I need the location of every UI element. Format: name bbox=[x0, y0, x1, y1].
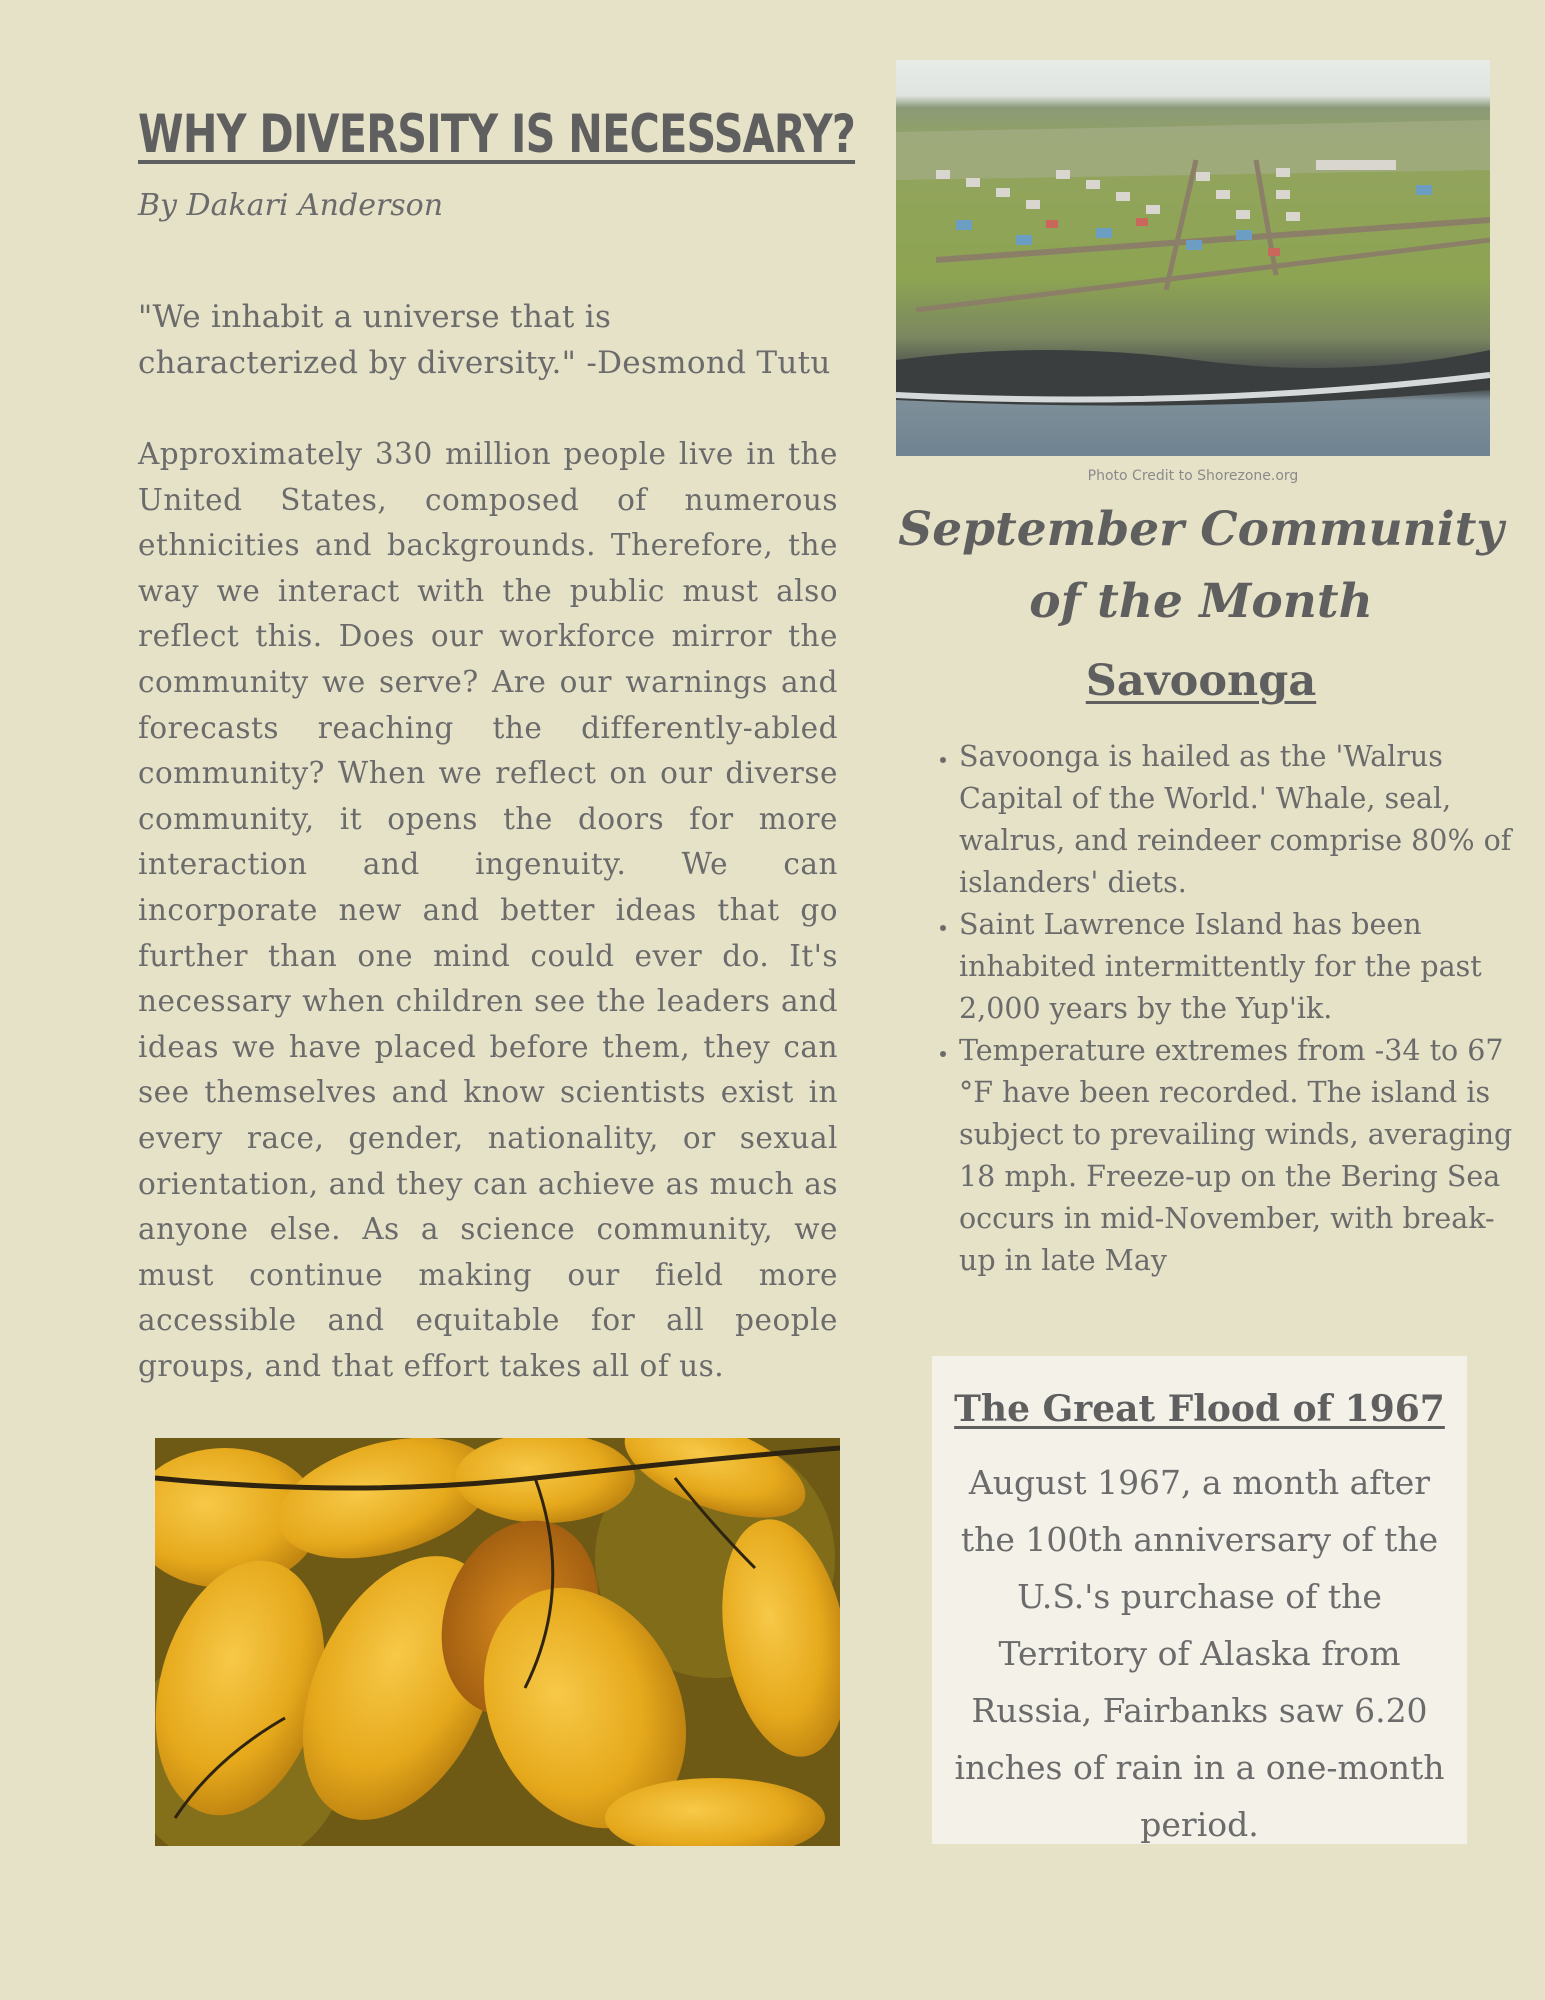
community-name: Savoonga bbox=[1085, 656, 1317, 706]
flood-title: The Great Flood of 1967 bbox=[954, 1388, 1445, 1430]
fact-item: • Savoonga is hailed as the 'Walrus Capital of the World.' Whale, seal, walrus, and reindeer comprise 80% of islanders' diets. bbox=[959, 736, 1519, 904]
article-title: WHY DIVERSITY IS NECESSARY? bbox=[138, 104, 856, 165]
community-facts-list bbox=[928, 736, 1519, 1282]
article-byline: By Dakari Anderson bbox=[138, 188, 444, 223]
fact-item: • Temperature extremes from -34 to 67 °F have been recorded. The island is subject to prevailing winds, averaging 18 mph. Freeze-up on the Bering Sea occurs in mid-November, with break-up in late May bbox=[959, 1030, 1519, 1282]
photo-credit: Photo Credit to Shorezone.org bbox=[1087, 468, 1299, 484]
autumn-leaves-photo bbox=[155, 1438, 840, 1846]
article-quote: "We inhabit a universe that is characterized by diversity." -Desmond Tutu bbox=[138, 299, 831, 381]
community-of-month-heading: September Community of the Month bbox=[898, 502, 1504, 629]
article-body: Approximately 330 million people live in the United States, composed of numerous ethnicities and backgrounds. Therefore, the way we interact with the public must also reflect this. Does our workforce mirror the community we serve? Are our warnings and forecasts reaching the differently-abled community? When we reflect on our diverse community, it opens the doors for more interaction and ingenuity. We can incorporate new and better ideas that go further than one mind could ever do. It's necessary when children see the leaders and ideas we have placed before them, they can see themselves and know scientists exist in every race, gender, nationality, or sexual orientation, and they can achieve as much as anyone else. As a science community, we must continue making our field more accessible and equitable for all people groups, and that effort takes all of us. bbox=[138, 437, 838, 1383]
flood-text: August 1967, a month after the 100th anniversary of the U.S.'s purchase of the Territory of Alaska from Russia, Fairbanks saw 6.20 inches of rain in a one-month period. bbox=[954, 1463, 1445, 1844]
savoonga-aerial-photo bbox=[896, 60, 1490, 456]
fact-item: • Saint Lawrence Island has been inhabited intermittently for the past 2,000 years by the Yup'ik. bbox=[959, 904, 1519, 1030]
